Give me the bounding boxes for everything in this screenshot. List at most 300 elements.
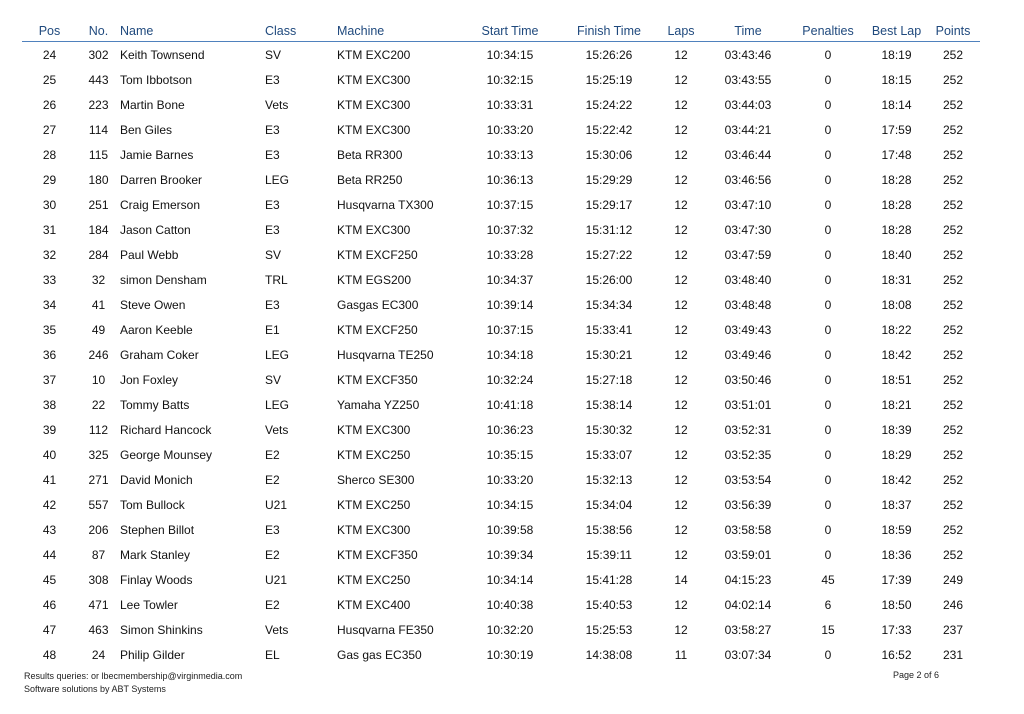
cell-best-lap: 17:39 [881,572,912,587]
cell-pos: 29 [42,172,57,187]
cell-start-time: 10:32:20 [486,622,534,637]
table-row [22,467,980,492]
cell-pos: 46 [42,597,57,612]
footer-left [24,670,242,696]
cell-time: 03:59:01 [724,547,772,562]
cell-points: 249 [942,572,964,587]
col-header-laps: Laps [655,20,707,42]
cell-finish-time: 15:27:18 [585,372,633,387]
table-row [22,417,980,442]
cell-time: 03:44:03 [724,97,772,112]
cell-points: 252 [942,172,964,187]
cell-pos: 33 [42,272,57,287]
cell-laps: 12 [674,147,688,162]
cell-class: E2 [265,447,280,462]
cell-best-lap: 18:15 [881,72,912,87]
cell-name: Darren Brooker [120,172,203,187]
cell-finish-time: 15:26:00 [585,272,633,287]
cell-points: 252 [942,222,964,237]
cell-no: 206 [88,522,109,537]
cell-machine: KTM EXCF350 [337,372,418,387]
cell-penalties: 0 [824,347,832,362]
table-row [22,592,980,617]
cell-time: 03:47:59 [724,247,772,262]
table-row [22,142,980,167]
col-header-class: Class [265,20,337,42]
cell-name: Steve Owen [120,297,186,312]
cell-pos: 47 [42,622,57,637]
cell-finish-time: 15:40:53 [585,597,633,612]
cell-pos: 36 [42,347,57,362]
cell-class: E3 [265,72,280,87]
cell-no: 463 [88,622,109,637]
table-row [22,617,980,642]
cell-no: 443 [88,72,109,87]
cell-laps: 12 [674,447,688,462]
cell-time: 03:49:43 [724,322,772,337]
cell-start-time: 10:39:58 [486,522,534,537]
cell-pos: 45 [42,572,57,587]
cell-time: 03:48:40 [724,272,772,287]
cell-finish-time: 15:25:53 [585,622,633,637]
cell-name: Mark Stanley [120,547,191,562]
cell-machine: KTM EXC250 [337,497,411,512]
table-row [22,517,980,542]
cell-time: 04:02:14 [724,597,772,612]
cell-name: George Mounsey [120,447,213,462]
cell-no: 251 [88,197,109,212]
cell-penalties: 0 [824,322,832,337]
software-credit-text: Software solutions by ABT Systems [24,684,166,694]
table-row [22,217,980,242]
col-header-pos: Pos [22,20,77,42]
cell-class: LEG [265,397,290,412]
cell-laps: 12 [674,197,688,212]
cell-pos: 30 [42,197,57,212]
cell-start-time: 10:33:13 [486,147,534,162]
cell-pos: 41 [42,472,57,487]
cell-name: Graham Coker [120,347,199,362]
cell-pos: 34 [42,297,57,312]
cell-no: 24 [91,647,106,662]
cell-best-lap: 18:22 [881,322,912,337]
cell-no: 557 [88,497,109,512]
cell-time: 03:48:48 [724,297,772,312]
cell-pos: 27 [42,122,57,137]
cell-best-lap: 18:31 [881,272,912,287]
col-header-finish-time: Finish Time [563,20,655,42]
cell-laps: 12 [674,347,688,362]
cell-pos: 37 [42,372,57,387]
table-row [22,292,980,317]
col-header-best-lap: Best Lap [867,20,926,42]
cell-best-lap: 18:19 [881,47,912,62]
cell-start-time: 10:34:15 [486,47,534,62]
cell-points: 252 [942,47,964,62]
cell-class: Vets [265,622,289,637]
cell-pos: 44 [42,547,57,562]
cell-class: E3 [265,122,280,137]
cell-laps: 12 [674,522,688,537]
cell-pos: 24 [42,47,57,62]
cell-machine: KTM EXCF250 [337,322,418,337]
cell-points: 252 [942,322,964,337]
table-row [22,267,980,292]
cell-class: SV [265,47,282,62]
cell-name: David Monich [120,472,193,487]
cell-no: 325 [88,447,109,462]
cell-best-lap: 18:28 [881,197,912,212]
results-table [22,20,980,667]
cell-start-time: 10:32:15 [486,72,534,87]
table-row [22,117,980,142]
table-row [22,442,980,467]
table-row [22,92,980,117]
table-row [22,42,980,68]
cell-penalties: 0 [824,222,832,237]
cell-name: Finlay Woods [120,572,193,587]
cell-name: simon Densham [120,272,207,287]
cell-machine: KTM EXCF350 [337,547,418,562]
cell-finish-time: 15:27:22 [585,247,633,262]
cell-best-lap: 18:40 [881,247,912,262]
cell-laps: 12 [674,497,688,512]
cell-penalties: 0 [824,447,832,462]
cell-no: 49 [91,322,106,337]
table-row [22,567,980,592]
cell-penalties: 0 [824,147,832,162]
cell-time: 03:47:30 [724,222,772,237]
cell-start-time: 10:36:13 [486,172,534,187]
col-header-start-time: Start Time [457,20,563,42]
cell-time: 03:58:58 [724,522,772,537]
cell-no: 41 [91,297,106,312]
cell-machine: KTM EXCF250 [337,247,418,262]
cell-best-lap: 18:50 [881,597,912,612]
cell-machine: KTM EXC300 [337,72,411,87]
cell-laps: 12 [674,247,688,262]
cell-points: 252 [942,72,964,87]
cell-start-time: 10:34:37 [486,272,534,287]
cell-penalties: 0 [824,297,832,312]
page-number: Page 2 of 6 [893,670,940,680]
cell-pos: 40 [42,447,57,462]
cell-name: Tommy Batts [120,397,190,412]
cell-start-time: 10:32:24 [486,372,534,387]
cell-time: 03:51:01 [724,397,772,412]
cell-pos: 38 [42,397,57,412]
results-sheet [22,20,980,667]
cell-finish-time: 15:29:29 [585,172,633,187]
cell-pos: 25 [42,72,57,87]
cell-class: E1 [265,322,280,337]
cell-best-lap: 17:48 [881,147,912,162]
cell-penalties: 0 [824,547,832,562]
cell-time: 03:44:21 [724,122,772,137]
cell-penalties: 0 [824,372,832,387]
cell-start-time: 10:30:19 [486,647,534,662]
cell-class: E2 [265,547,280,562]
table-row [22,317,980,342]
cell-class: E2 [265,597,280,612]
cell-laps: 12 [674,122,688,137]
cell-points: 252 [942,197,964,212]
cell-best-lap: 18:29 [881,447,912,462]
cell-machine: Beta RR250 [337,172,403,187]
cell-no: 10 [91,372,106,387]
cell-machine: Husqvarna FE350 [337,622,434,637]
cell-laps: 12 [674,172,688,187]
cell-pos: 35 [42,322,57,337]
cell-name: Lee Towler [120,597,178,612]
cell-best-lap: 16:52 [881,647,912,662]
cell-machine: KTM EXC300 [337,122,411,137]
cell-no: 302 [88,47,109,62]
cell-machine: KTM EXC400 [337,597,411,612]
cell-laps: 12 [674,72,688,87]
cell-penalties: 0 [824,497,832,512]
cell-time: 03:52:35 [724,447,772,462]
cell-machine: Gas gas EC350 [337,647,422,662]
cell-points: 237 [942,622,964,637]
col-header-time: Time [707,20,789,42]
cell-no: 114 [88,122,109,137]
cell-best-lap: 18:28 [881,172,912,187]
cell-machine: KTM EXC250 [337,447,411,462]
cell-class: E3 [265,147,280,162]
cell-best-lap: 18:59 [881,522,912,537]
results-queries-text: Results queries: or lbecmembership@virginmedia.com [24,671,243,681]
cell-laps: 12 [674,272,688,287]
cell-no: 32 [91,272,106,287]
cell-finish-time: 15:34:34 [585,297,633,312]
cell-laps: 14 [674,572,688,587]
cell-laps: 12 [674,547,688,562]
cell-finish-time: 15:24:22 [585,97,633,112]
cell-no: 308 [88,572,109,587]
cell-points: 231 [942,647,964,662]
cell-start-time: 10:35:15 [486,447,534,462]
cell-start-time: 10:34:14 [486,572,534,587]
cell-best-lap: 18:37 [881,497,912,512]
cell-points: 252 [942,97,964,112]
cell-penalties: 0 [824,197,832,212]
cell-penalties: 6 [824,597,832,612]
cell-name: Craig Emerson [120,197,201,212]
table-row [22,392,980,417]
cell-no: 184 [88,222,109,237]
cell-points: 252 [942,497,964,512]
cell-best-lap: 18:08 [881,297,912,312]
cell-penalties: 0 [824,172,832,187]
cell-no: 271 [88,472,109,487]
cell-name: Philip Gilder [120,647,185,662]
cell-machine: KTM EXC300 [337,97,411,112]
cell-penalties: 0 [824,72,832,87]
cell-finish-time: 15:41:28 [585,572,633,587]
cell-name: Martin Bone [120,97,185,112]
cell-best-lap: 18:21 [881,397,912,412]
cell-no: 284 [88,247,109,262]
cell-points: 246 [942,597,964,612]
cell-laps: 12 [674,372,688,387]
cell-pos: 26 [42,97,57,112]
cell-penalties: 0 [824,122,832,137]
cell-best-lap: 18:42 [881,472,912,487]
cell-start-time: 10:36:23 [486,422,534,437]
cell-no: 180 [88,172,109,187]
col-header-no: No. [77,20,120,42]
cell-penalties: 0 [824,647,832,662]
col-header-name: Name [120,20,265,42]
cell-time: 03:50:46 [724,372,772,387]
cell-start-time: 10:39:14 [486,297,534,312]
cell-penalties: 0 [824,47,832,62]
cell-laps: 11 [674,647,688,662]
cell-pos: 31 [42,222,57,237]
cell-class: SV [265,372,282,387]
cell-pos: 42 [42,497,57,512]
table-row [22,542,980,567]
cell-laps: 12 [674,622,688,637]
cell-name: Tom Bullock [120,497,185,512]
table-row [22,642,980,667]
cell-class: Vets [265,422,289,437]
cell-finish-time: 15:32:13 [585,472,633,487]
cell-machine: Husqvarna TX300 [337,197,434,212]
cell-finish-time: 15:22:42 [585,122,633,137]
cell-best-lap: 18:42 [881,347,912,362]
cell-best-lap: 18:14 [881,97,912,112]
cell-penalties: 0 [824,472,832,487]
col-header-penalties: Penalties [789,20,867,42]
table-row [22,67,980,92]
cell-time: 03:47:10 [724,197,772,212]
cell-laps: 12 [674,472,688,487]
cell-start-time: 10:37:32 [486,222,534,237]
cell-time: 03:49:46 [724,347,772,362]
cell-start-time: 10:40:38 [486,597,534,612]
cell-points: 252 [942,147,964,162]
cell-time: 03:52:31 [724,422,772,437]
cell-time: 03:43:46 [724,47,772,62]
header-row [22,20,980,42]
cell-finish-time: 15:38:14 [585,397,633,412]
cell-start-time: 10:33:31 [486,97,534,112]
cell-class: SV [265,247,282,262]
cell-start-time: 10:34:18 [486,347,534,362]
cell-best-lap: 18:36 [881,547,912,562]
cell-class: TRL [265,272,288,287]
cell-class: Vets [265,97,289,112]
cell-machine: KTM EGS200 [337,272,412,287]
cell-pos: 43 [42,522,57,537]
cell-pos: 28 [42,147,57,162]
cell-no: 246 [88,347,109,362]
cell-penalties: 0 [824,97,832,112]
cell-time: 03:58:27 [724,622,772,637]
cell-penalties: 15 [821,622,835,637]
cell-start-time: 10:34:15 [486,497,534,512]
cell-best-lap: 18:39 [881,422,912,437]
cell-penalties: 0 [824,247,832,262]
cell-laps: 12 [674,597,688,612]
cell-name: Simon Shinkins [120,622,203,637]
cell-points: 252 [942,272,964,287]
cell-finish-time: 15:26:26 [585,47,633,62]
cell-points: 252 [942,297,964,312]
cell-finish-time: 15:38:56 [585,522,633,537]
col-header-points: Points [926,20,980,42]
cell-time: 03:46:44 [724,147,772,162]
cell-no: 22 [91,397,106,412]
cell-finish-time: 15:33:41 [585,322,633,337]
table-row [22,242,980,267]
cell-name: Jon Foxley [120,372,179,387]
col-header-machine: Machine [337,20,457,42]
cell-machine: KTM EXC200 [337,47,411,62]
table-row [22,342,980,367]
cell-points: 252 [942,372,964,387]
cell-class: E3 [265,222,280,237]
cell-laps: 12 [674,422,688,437]
table-row [22,367,980,392]
cell-no: 471 [88,597,109,612]
cell-start-time: 10:41:18 [486,397,534,412]
cell-class: LEG [265,347,290,362]
cell-machine: KTM EXC250 [337,572,411,587]
cell-machine: KTM EXC300 [337,522,411,537]
cell-class: LEG [265,172,290,187]
cell-time: 04:15:23 [724,572,772,587]
cell-points: 252 [942,472,964,487]
cell-points: 252 [942,547,964,562]
cell-best-lap: 18:28 [881,222,912,237]
cell-best-lap: 18:51 [881,372,912,387]
cell-finish-time: 15:33:07 [585,447,633,462]
cell-points: 252 [942,347,964,362]
cell-class: E3 [265,522,280,537]
cell-time: 03:56:39 [724,497,772,512]
cell-name: Richard Hancock [120,422,212,437]
table-row [22,167,980,192]
cell-class: E2 [265,472,280,487]
cell-name: Jamie Barnes [120,147,194,162]
cell-name: Ben Giles [120,122,173,137]
cell-machine: Yamaha YZ250 [337,397,420,412]
cell-pos: 32 [42,247,57,262]
cell-points: 252 [942,447,964,462]
cell-machine: KTM EXC300 [337,222,411,237]
cell-no: 115 [88,147,109,162]
cell-finish-time: 15:30:21 [585,347,633,362]
cell-penalties: 0 [824,397,832,412]
cell-penalties: 45 [821,572,835,587]
cell-name: Aaron Keeble [120,322,193,337]
cell-no: 112 [88,422,109,437]
cell-points: 252 [942,247,964,262]
cell-start-time: 10:33:28 [486,247,534,262]
cell-finish-time: 15:30:06 [585,147,633,162]
cell-time: 03:46:56 [724,172,772,187]
cell-laps: 12 [674,97,688,112]
cell-points: 252 [942,522,964,537]
cell-time: 03:43:55 [724,72,772,87]
cell-penalties: 0 [824,272,832,287]
cell-name: Jason Catton [120,222,191,237]
cell-finish-time: 15:31:12 [585,222,633,237]
cell-finish-time: 15:34:04 [585,497,633,512]
